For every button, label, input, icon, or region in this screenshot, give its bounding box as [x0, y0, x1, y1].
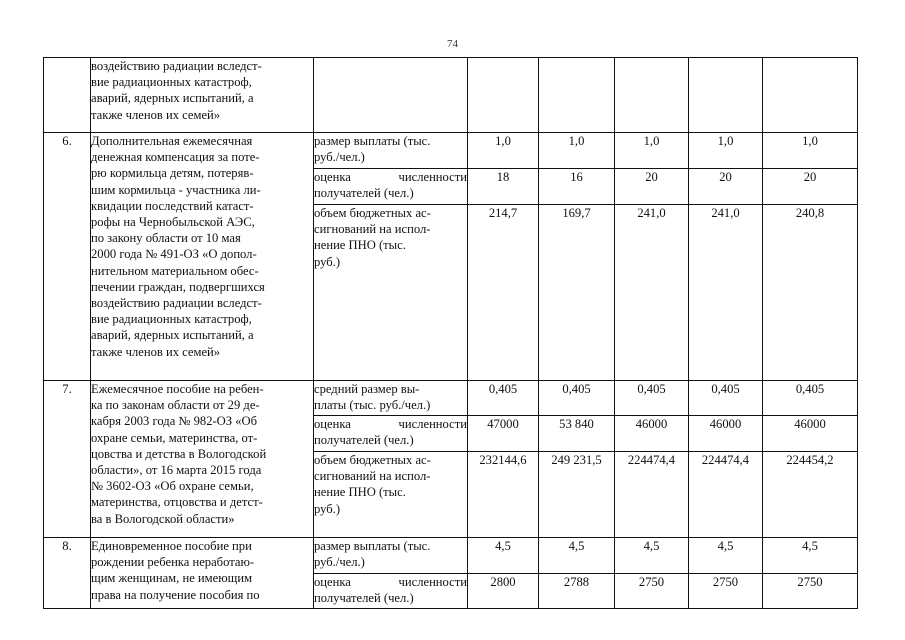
description-line: по закону области от 10 мая	[91, 231, 241, 246]
value-cell: 2800	[468, 574, 539, 609]
indicator-label-line: платы (тыс. руб./чел.)	[314, 398, 431, 413]
indicator-label	[314, 133, 468, 169]
description-line: Единовременное пособие при	[91, 539, 252, 553]
description-line: 2000 года № 491-ОЗ «О допол-	[91, 247, 257, 262]
description-line: материнства, отцовства и детст-	[91, 495, 263, 510]
description-line: рождении ребенка неработаю-	[91, 555, 255, 570]
indicator-label-line: получателей (чел.)	[314, 591, 414, 606]
indicator-label-line: оценка численности	[314, 170, 467, 184]
description-line: шим кормильца - участника ли-	[91, 182, 261, 197]
description-line: ка по законам области от 29 де-	[91, 398, 260, 413]
value-cell: 224474,4	[689, 452, 763, 538]
value-cell	[615, 58, 689, 133]
value-cell: 20	[689, 169, 763, 205]
indicator-label	[314, 416, 468, 452]
budget-obligations-table	[43, 57, 858, 609]
indicator-label-line: руб./чел.)	[314, 555, 365, 570]
value-cell: 169,7	[539, 205, 615, 381]
description-line: квидации последствий катаст-	[91, 198, 254, 213]
indicator-label-line: объем бюджетных ас-	[314, 206, 431, 220]
indicator-label-line: руб./чел.)	[314, 150, 365, 165]
row-description-cell	[91, 538, 314, 609]
value-cell: 46000	[689, 416, 763, 452]
value-cell: 1,0	[763, 133, 858, 169]
continuation-row	[44, 58, 858, 133]
value-cell	[689, 58, 763, 133]
table-row	[44, 133, 858, 169]
row-description-cell	[91, 133, 314, 381]
indicator-label	[314, 452, 468, 538]
description-line: воздействию радиации вследст-	[91, 296, 262, 311]
description-line: рю кормильца детям, потеряв-	[91, 166, 254, 181]
table-row	[44, 538, 858, 574]
description-line: права на получение пособия по	[91, 587, 260, 602]
indicator-label-line: руб.)	[314, 501, 341, 516]
value-cell: 241,0	[689, 205, 763, 381]
value-cell: 0,405	[468, 381, 539, 416]
value-cell: 249 231,5	[539, 452, 615, 538]
value-cell: 214,7	[468, 205, 539, 381]
value-cell: 20	[615, 169, 689, 205]
value-cell: 4,5	[539, 538, 615, 574]
row-number-cell: 7.	[44, 381, 91, 538]
description-line: денежная компенсация за поте-	[91, 150, 260, 165]
value-cell: 1,0	[539, 133, 615, 169]
indicator-label-line: оценка численности	[314, 575, 467, 589]
value-cell: 0,405	[689, 381, 763, 416]
value-cell: 232144,6	[468, 452, 539, 538]
value-cell: 20	[763, 169, 858, 205]
value-cell: 18	[468, 169, 539, 205]
description-line: кабря 2003 года № 982-ОЗ «Об	[91, 414, 258, 429]
description-line: рофы на Чернобыльской АЭС,	[91, 215, 255, 230]
value-cell: 53 840	[539, 416, 615, 452]
value-cell: 0,405	[763, 381, 858, 416]
description-line: № 3602-ОЗ «Об охране семьи,	[91, 479, 254, 494]
indicator-label-line: сигнований на испол-	[314, 222, 431, 237]
value-cell: 1,0	[615, 133, 689, 169]
indicator-label-line: получателей (чел.)	[314, 186, 414, 201]
value-cell: 0,405	[615, 381, 689, 416]
indicator-label-line: оценка численности	[314, 417, 467, 431]
value-cell	[468, 58, 539, 133]
row-description-cell	[91, 58, 314, 133]
indicator-label	[314, 538, 468, 574]
indicator-label-line: сигнований на испол-	[314, 469, 431, 484]
description-line: также членов их семей»	[91, 107, 221, 122]
indicator-label-line: руб.)	[314, 254, 341, 269]
value-cell	[763, 58, 858, 133]
indicator-label-line: размер выплаты (тыс.	[314, 134, 431, 148]
description-line: воздействию радиации вследст-	[91, 59, 262, 73]
value-cell: 4,5	[615, 538, 689, 574]
indicator-label-line: получателей (чел.)	[314, 433, 414, 448]
indicator-label-line: нение ПНО (тыс.	[314, 485, 406, 500]
row-number-cell: 6.	[44, 133, 91, 381]
row-description-cell	[91, 381, 314, 538]
description-line: вие радиационных катастроф,	[91, 312, 252, 327]
indicator-label-line: средний размер вы-	[314, 382, 420, 396]
value-cell: 46000	[615, 416, 689, 452]
table-row	[44, 381, 858, 416]
row-number-cell	[44, 58, 91, 133]
value-cell: 2788	[539, 574, 615, 609]
value-cell: 1,0	[689, 133, 763, 169]
description-line: области», от 16 марта 2015 года	[91, 463, 262, 478]
value-cell: 241,0	[615, 205, 689, 381]
description-line: нительном материальном обес-	[91, 263, 259, 278]
value-cell: 4,5	[468, 538, 539, 574]
description-line: щим женщинам, не имеющим	[91, 571, 253, 586]
value-cell: 2750	[689, 574, 763, 609]
value-cell: 16	[539, 169, 615, 205]
description-line: аварий, ядерных испытаний, а	[91, 91, 254, 106]
indicator-label-line: объем бюджетных ас-	[314, 453, 431, 467]
page-number: 74	[447, 38, 458, 50]
value-cell: 0,405	[539, 381, 615, 416]
value-cell: 2750	[763, 574, 858, 609]
description-line: охране семьи, материнства, от-	[91, 430, 258, 445]
description-line: также членов их семей»	[91, 344, 221, 359]
value-cell: 240,8	[763, 205, 858, 381]
value-cell: 2750	[615, 574, 689, 609]
description-line: Дополнительная ежемесячная	[91, 134, 253, 148]
description-line: аварий, ядерных испытаний, а	[91, 328, 254, 343]
indicator-label-line: нение ПНО (тыс.	[314, 238, 406, 253]
value-cell: 224474,4	[615, 452, 689, 538]
indicator-label	[314, 574, 468, 609]
indicator-label-line: размер выплаты (тыс.	[314, 539, 431, 553]
value-cell	[539, 58, 615, 133]
value-cell: 46000	[763, 416, 858, 452]
indicator-label	[314, 381, 468, 416]
description-line: цовства и детства в Вологодской	[91, 446, 267, 461]
indicator-cell	[314, 58, 468, 133]
row-number-cell: 8.	[44, 538, 91, 609]
value-cell: 47000	[468, 416, 539, 452]
value-cell: 224454,2	[763, 452, 858, 538]
description-line: Ежемесячное пособие на ребен-	[91, 382, 264, 396]
indicator-label	[314, 205, 468, 381]
description-line: печении граждан, подвергшихся	[91, 279, 265, 294]
value-cell: 1,0	[468, 133, 539, 169]
description-line: вие радиационных катастроф,	[91, 75, 252, 90]
description-line: ва в Вологодской области»	[91, 511, 235, 526]
value-cell: 4,5	[689, 538, 763, 574]
value-cell: 4,5	[763, 538, 858, 574]
indicator-label	[314, 169, 468, 205]
